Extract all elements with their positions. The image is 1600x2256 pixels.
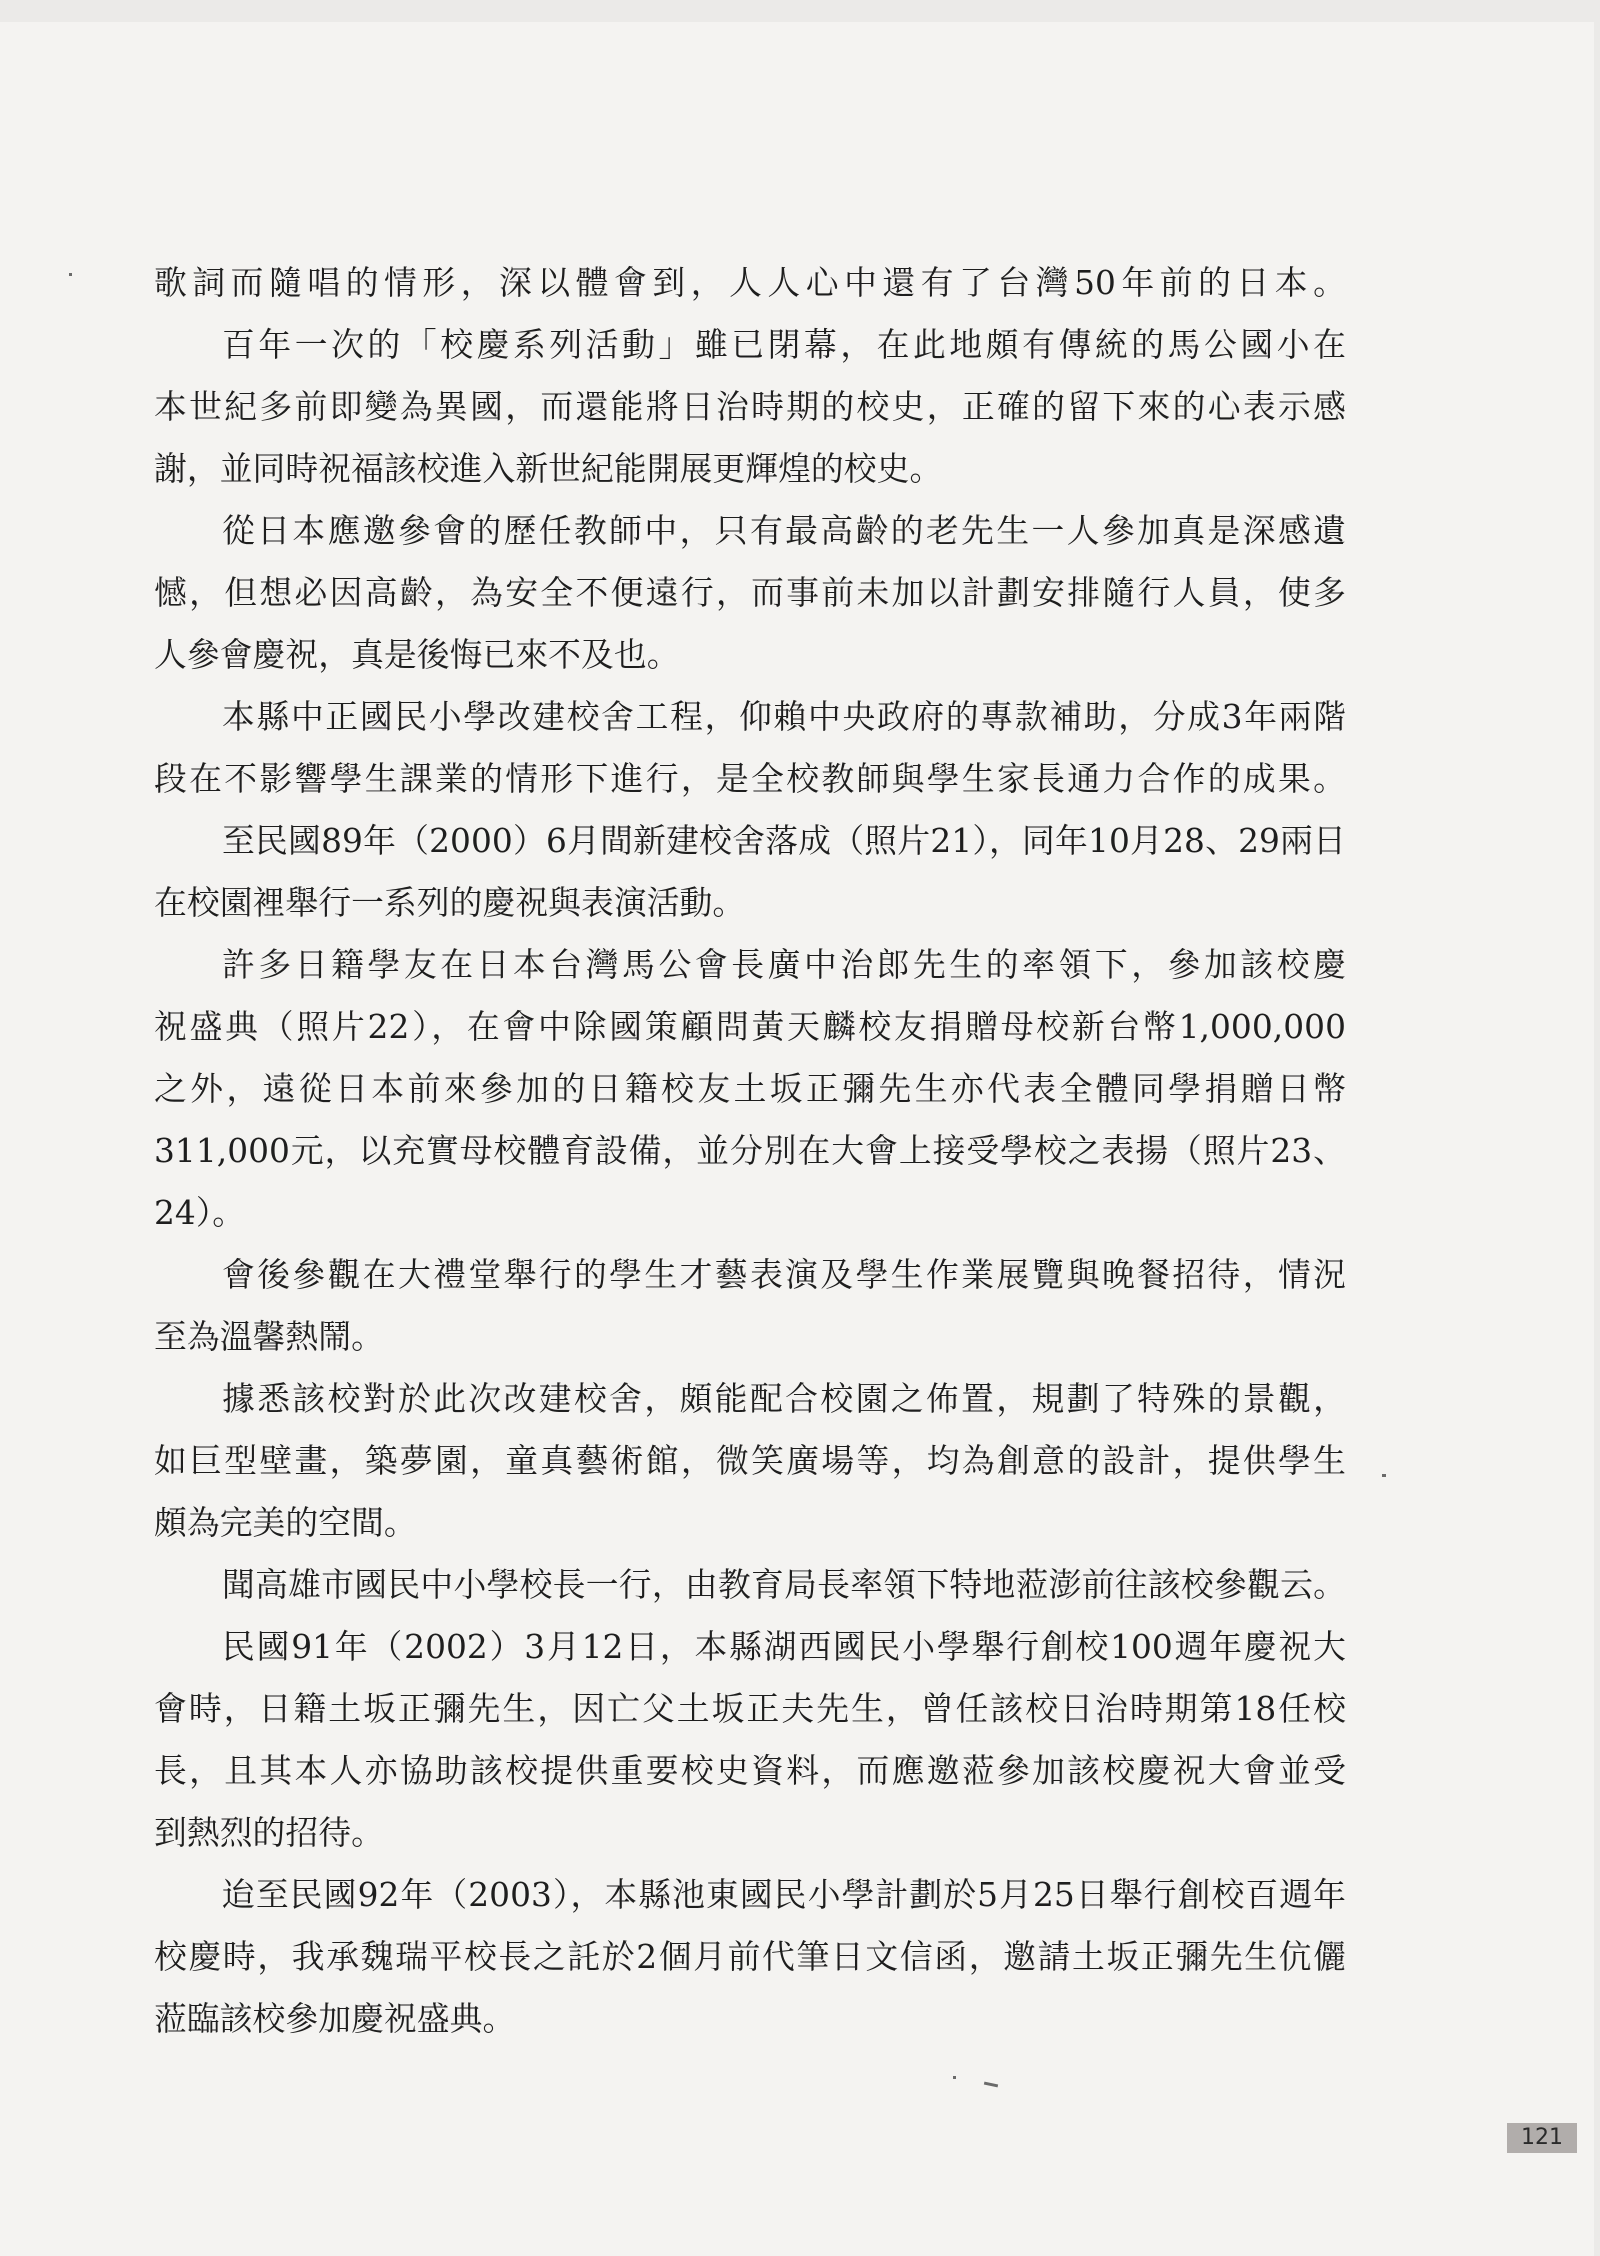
text-line: 聞高雄市國民中小學校長一行，由教育局長率領下特地蒞澎前往該校參觀云。 — [222, 1566, 1346, 1604]
text-line: 人參會慶祝，真是後悔已來不及也。 — [154, 636, 680, 674]
text-line: 段在不影響學生課業的情形下進行，是全校教師與學生家長通力合作的成果。 — [154, 760, 1346, 798]
text-line: 至民國89年（2000）6月間新建校舍落成（照片21），同年10月28、29兩日 — [222, 822, 1346, 860]
text-line: 長，且其本人亦協助該校提供重要校史資料，而應邀蒞參加該校慶祝大會並受 — [154, 1752, 1346, 1790]
text-line: 百年一次的「校慶系列活動」雖已閉幕，在此地頗有傳統的馬公國小在 — [222, 326, 1346, 364]
text-line: 從日本應邀參會的歷任教師中，只有最高齡的老先生一人參加真是深感遺 — [222, 512, 1346, 550]
text-line: 蒞臨該校參加慶祝盛典。 — [154, 2000, 516, 2038]
text-line: 民國91年（2002）3月12日，本縣湖西國民小學舉行創校100週年慶祝大 — [222, 1628, 1346, 1666]
text-line: 到熱烈的招待。 — [154, 1814, 384, 1852]
text-line: 據悉該校對於此次改建校舍，頗能配合校園之佈置，規劃了特殊的景觀， — [222, 1380, 1346, 1418]
text-line: 歌詞而隨唱的情形，深以體會到，人人心中還有了台灣50年前的日本。 — [154, 264, 1346, 302]
text-line: 祝盛典（照片22），在會中除國策顧問黃天麟校友捐贈母校新台幣1,000,000 — [154, 1008, 1346, 1046]
text-line: 如巨型壁畫，築夢園，童真藝術館，微笑廣場等，均為創意的設計，提供學生 — [154, 1442, 1346, 1480]
text-line: 之外，遠從日本前來參加的日籍校友土坂正彌先生亦代表全體同學捐贈日幣 — [154, 1070, 1346, 1108]
scan-speck — [69, 273, 72, 276]
text-line: 校慶時，我承魏瑞平校長之託於2個月前代筆日文信函，邀請土坂正彌先生伉儷 — [154, 1938, 1346, 1976]
text-line: 憾，但想必因高齡，為安全不便遠行，而事前未加以計劃安排隨行人員，使多 — [154, 574, 1346, 612]
text-line: 至為溫馨熱鬧。 — [154, 1318, 384, 1356]
text-line: 謝，並同時祝福該校進入新世紀能開展更輝煌的校史。 — [154, 450, 943, 488]
text-line: 311,000元，以充實母校體育設備，並分別在大會上接受學校之表揚（照片23、 — [154, 1132, 1346, 1170]
text-line: 本世紀多前即變為異國，而還能將日治時期的校史，正確的留下來的心表示感 — [154, 388, 1346, 426]
text-line: 本縣中正國民小學改建校舍工程，仰賴中央政府的專款補助，分成3年兩階 — [222, 698, 1346, 736]
text-line: 24）。 — [154, 1194, 246, 1232]
scan-speck — [953, 2076, 956, 2079]
page-number: 121 — [1507, 2123, 1577, 2153]
text-line: 迨至民國92年（2003），本縣池東國民小學計劃於5月25日舉行創校百週年 — [222, 1876, 1346, 1914]
text-line: 會後參觀在大禮堂舉行的學生才藝表演及學生作業展覽與晚餐招待，情況 — [222, 1256, 1346, 1294]
text-line: 在校園裡舉行一系列的慶祝與表演活動。 — [154, 884, 746, 922]
text-line: 會時，日籍土坂正彌先生，因亡父土坂正夫先生，曾任該校日治時期第18任校 — [154, 1690, 1346, 1728]
text-line: 頗為完美的空間。 — [154, 1504, 417, 1542]
text-line: 許多日籍學友在日本台灣馬公會長廣中治郎先生的率領下，參加該校慶 — [222, 946, 1346, 984]
scan-speck — [1382, 1474, 1386, 1477]
